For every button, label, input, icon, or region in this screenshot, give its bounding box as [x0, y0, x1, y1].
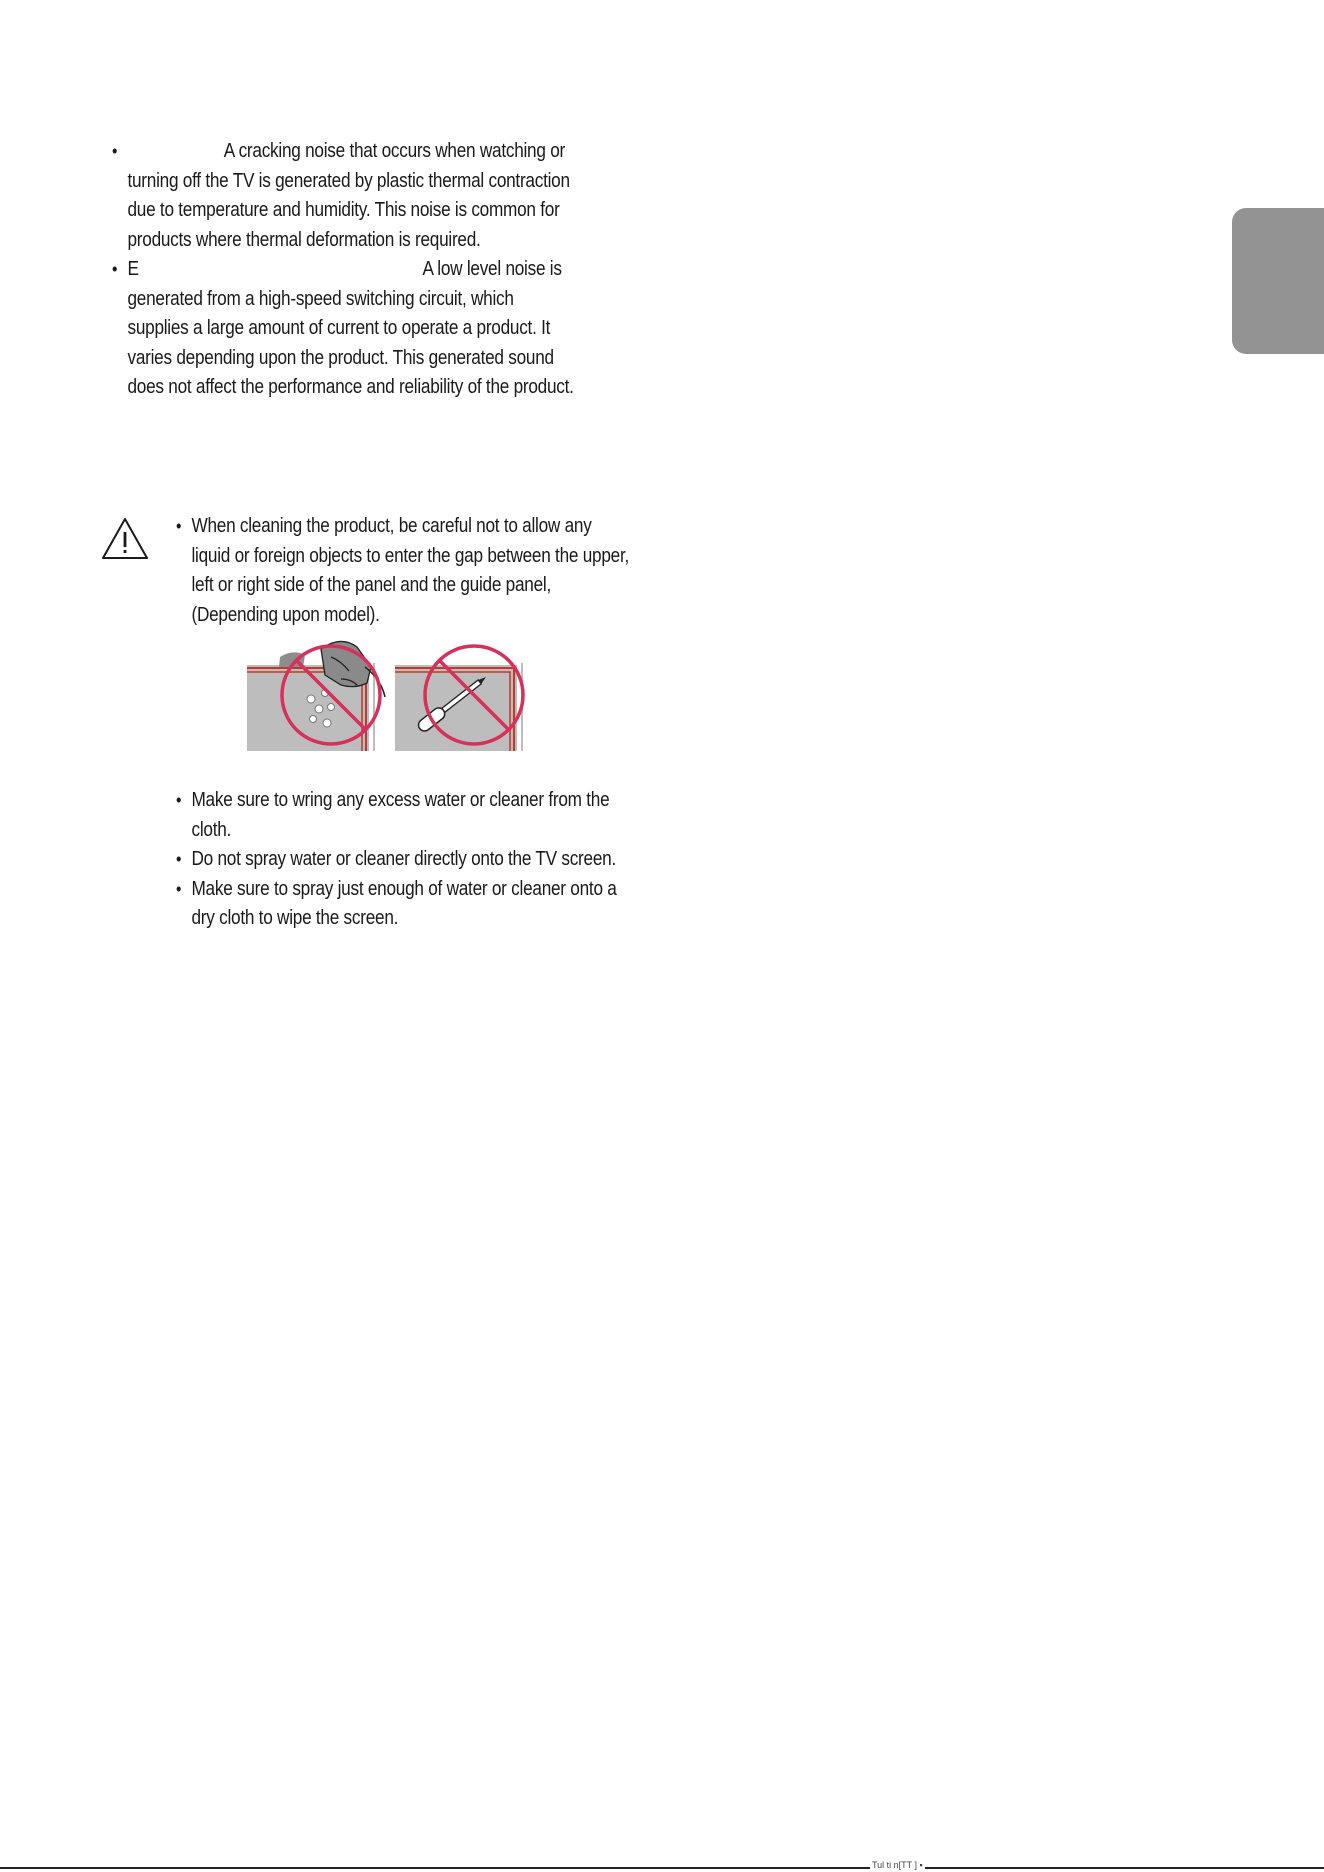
cleaning-item-spray-cloth	[176, 875, 632, 934]
bullet: •	[176, 849, 182, 869]
cleaning-text-spray-cloth: Make sure to spray just enough of water or cleaner onto a dry cloth to wipe the screen.	[191, 877, 617, 929]
noise-item-electronic	[112, 255, 576, 403]
language-side-tab	[1232, 208, 1324, 354]
cleaning-item-no-spray	[176, 845, 632, 875]
noise-list	[112, 137, 652, 403]
bullet: •	[112, 259, 118, 279]
bullet: •	[112, 141, 118, 161]
cleaning-caution-list	[176, 512, 706, 630]
warning-triangle-icon	[100, 516, 150, 562]
cleaning-text-gap: When cleaning the product, be careful not to allow any liquid or foreign objects to enter the gap between the upper, left or right side of the panel and the guide panel, (Depending upon model).	[191, 515, 629, 626]
bullet: •	[176, 790, 182, 810]
footer-rule	[0, 1867, 1324, 1869]
bullet: •	[176, 878, 182, 899]
cleaning-tips-list	[176, 786, 706, 934]
cleaning-text-no-spray: Do not spray water or cleaner directly onto the TV screen.	[191, 848, 616, 870]
cleaning-text-wring: Make sure to wring any excess water or cleaner from the cloth.	[191, 789, 610, 841]
wet-cloth-prohibited-icon	[247, 641, 385, 751]
cleaning-item-wring	[176, 786, 632, 845]
screwdriver-prohibited-icon	[395, 646, 523, 751]
noise-text-electronic: A low level noise is generated from a high-speed switching circuit, which supplies a large amount of current to operate a product. It varies depending upon the product. This generated sound does not affect the performance and reliability of the product.	[127, 258, 574, 398]
cleaning-item-gap	[176, 512, 632, 630]
footer-code: Tul ti n[TT ] ▪	[872, 1860, 923, 1870]
noise-item-cracking	[112, 137, 576, 255]
noise-lead-letter: E	[127, 258, 139, 280]
cleaning-illustration	[245, 627, 525, 751]
noise-text-cracking: A cracking noise that occurs when watching or turning off the TV is generated by plastic thermal contraction due to temperature and humidity. This noise is common for products where thermal deformation is required.	[127, 140, 570, 251]
bullet: •	[176, 516, 182, 536]
